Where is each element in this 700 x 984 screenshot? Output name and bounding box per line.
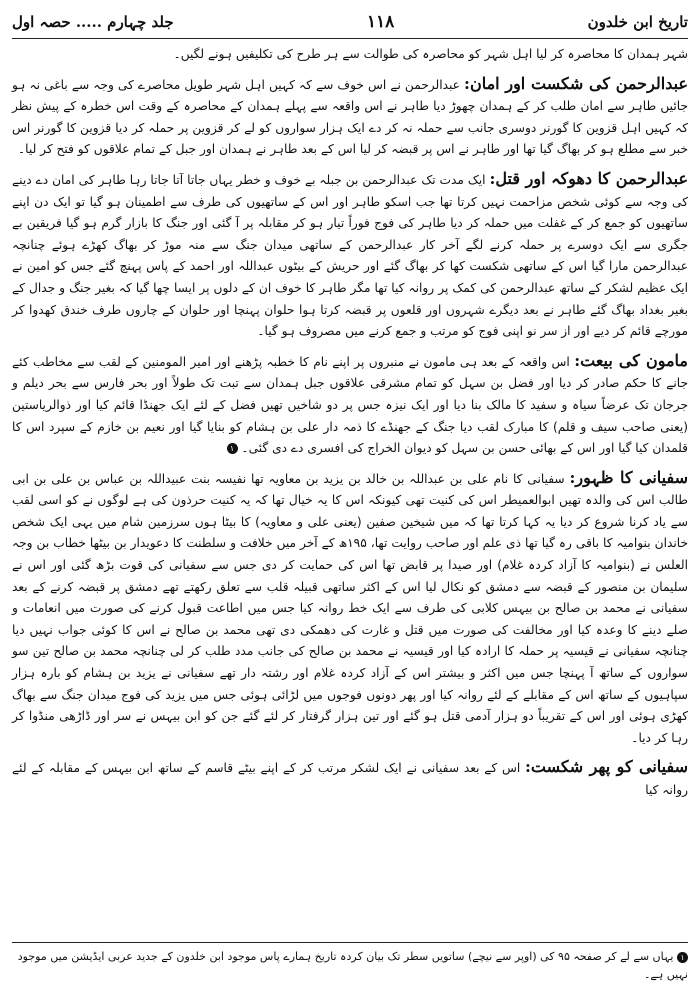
paragraph-text: اس واقعہ کے بعد ہی مامون نے منبروں پر اپنے نام کا خطبہ پڑھنے اور امیر المومنین کے لقب سے مخاطب کئے جانے کا حکم صادر کر دیا اور فضل بن سہل کو تمام مشرقی علاقوں جبل ہمدان سے تبت تک طولاً اور بحر فارس سے بحر دیلم و جرجان تک عرضاً سیاہ و سفید کا مالک بنا دیا اور ایک نیزہ جس پر دو شاخیں تھیں فضل کے لئے ایک جھنڈا قائم کیا اور ذوالریاستین (یعنی صاحب سیف و قلم) کا مبارک لقب دیا جنگ کے جھنڈے کا ذمہ دار علی بن ہشام کو بنایا گیا اور نعیم بن خازم کے سپرد اس کا قلمدان کیا گیا اور اس کے بھائی حسن بن سہل کو دیوان الخراج کی افسری دے دی گئی۔ [12,354,688,456]
paragraph [12,350,688,460]
book-title: تاریخ ابن خلدون [587,13,688,31]
footnote-divider [12,942,688,943]
main-text [12,44,688,809]
paragraph [12,467,688,750]
paragraph-text: عبدالرحمن نے اس خوف سے کہ کہیں اہل شہر طویل محاصرے کی وجہ سے باغی نہ ہو جائیں طاہر سے امان طلب کر کے ہمدان چھوڑ دیا طاہر نے اس واقعہ سے پہلے ہمدان کے محاصرہ کے وقت اس خطرہ کے پیش نظر کہ کہیں اہل قزوین کا گورنر دوسری جانب سے حملہ نہ کر دے ایک ہزار سواروں کو لے کر قزوین پر حملہ کر دیا قزوین کا گورنر اس خبر سے مطلع ہو کر بھاگ گیا تھا اور طاہر نے اس پر قبضہ کر لیا اس کے بعد طاہر نے ہمدان اور جبل کے تمام علاقوں کو فتح کر لیا۔ [12,77,688,157]
paragraph [12,44,688,66]
paragraph [12,168,688,343]
section-heading: عبدالرحمن کا دھوکہ اور قتل: [489,168,689,188]
footnote [12,948,688,984]
paragraph [12,756,688,801]
volume-label: جلد چہارم ..... حصہ اول [12,13,174,31]
header-divider [12,38,688,39]
footnote-reference[interactable]: ۱ [227,443,238,454]
section-heading: عبدالرحمن کی شکست اور امان: [464,73,688,93]
paragraph-text: شہر ہمدان کا محاصرہ کر لیا اہل شہر کو محاصرہ کی طوالت سے ہر طرح کی تکلیفیں ہونے لگیں۔ [173,47,688,61]
footnote-marker: ۱ [677,952,688,963]
section-heading: سفیانی کو پھر شکست: [524,757,689,777]
page-header [12,8,688,36]
paragraph-text: اس کے بعد سفیانی نے ایک لشکر مرتب کر کے اپنے بیٹے قاسم کے ساتھ ابن بیہس کے مقابلہ کے لئے روانہ کیا [12,761,688,797]
section-heading: مامون کی بیعت: [574,350,689,370]
footnote-text: یہاں سے لے کر صفحہ ۹۵ کی (اوپر سے نیچے) ساتویں سطر تک بیان کردہ تاریخ ہمارے پاس موجود ابن خلدون کے جدید عربی ایڈیشن میں موجود نہیں ہے۔ [17,950,688,981]
page-number: ۱۱۸ [366,12,395,32]
section-heading: سفیانی کا ظہور: [569,467,689,487]
paragraph [12,73,688,161]
paragraph-text: سفیانی کا نام علی بن عبداللہ بن خالد بن یزید بن معاویہ تھا نفیسہ بنت عبیداللہ بن عباس بن علی بن ابی طالب اس کی والدہ تھیں ابوالعمیطر اس کی کنیت تھی کیونکہ اس کا یہ خیال تھا کہ یہ کنیت حرذون کی ہے لوگوں نے کو اسی لقب سے یاد کرنا شروع کر دیا یہ کہا کرتا تھا کہ میں شیخین صفین (یعنی علی و معاویہ) کا بیٹا ہوں سرزمین شام میں یہی ایک شخص خاندان بنوامیہ کا باقی رہ گیا تھا ذی علم اور صاحب روایت تھا، ۱۹۵ھ کے آخر میں خلافت و سلطنت کا دعویدار بن بیٹھا خطاب بن وجہ العلس نے (بنوامیہ کا آزاد کردہ غلام) اور صیدا پر قابض تھا اس کی حمایت کر دی جس سے سفیانی کی قوت بڑھ گئی اور اس نے سلیمان بن منصور کے قبضہ سے دمشق کو نکال لیا اس کے اکثر ساتھی قبیلہ قلب سے تعلق رکھتے تھے دمشق پر قبضہ کرنے کے بعد سفیانی نے محمد بن صالح بن بیہس کلابی کی طرف سے ایک خط روانہ کیا جس میں اطاعت قبول کرنے کی صورت میں انعامات و صلے دینے کا وعدہ کیا اور مخالفت کی صورت میں قتل و غارت کی دھمکی دی تھی محمد بن صالح نے اس کا کوئی جواب نہیں دیا چنانچہ سفیانی نے قیسیہ پر حملہ کا ارادہ کیا اور قیسیہ نے محمد بن صالح کی جانب مدد طلب کر لی چنانچہ محمد بن صالح تین سو سواروں کے ساتھ آ پہنچا جس میں اکثر و بیشتر اس کے آزاد کردہ غلام اور رشتہ دار تھے سفیانی نے یزید بن ہشام کو بارہ ہزار سپاہیوں کے ساتھ اس کے مقابلے کے لئے روانہ کیا اور پھر دونوں فوجوں میں لڑائی ہوئی جس میں یزید کی فوج میدان جنگ سے بھاگ کھڑی ہوئی اور اس کے تقریباً دو ہزار آدمی قتل ہو گئے اور تین ہزار گرفتار کر لئے گئے جن کو ابن بیہس نے سر اور ڈاڑھی منڈوا کر رہا کر دیا۔ [12,471,688,745]
paragraph-text: ایک مدت تک عبدالرحمن بن جبلہ بے خوف و خطر یہاں جاتا آتا جاتا رہا طاہر کی امان دے دینے کی وجہ سے کوئی شخص مزاحمت نہیں کرتا تھا جب اسکو طاہر اور اس کے ساتھیوں کی طرف سے اطمینان ہو گیا تو ایک دن اپنے ساتھیوں کو جمع کر کے غفلت میں حملہ کر دیا طاہر کی فوج فوراً تیار ہو کر مقابلہ پر آ گئی اور جنگ کا بازار گرم ہو گیا فریقین بے جگری سے ایک دوسرے پر حملہ کرنے لگے آخر کار عبدالرحمن کے ساتھی میدان جنگ سے منہ موڑ کر بھاگ کھڑے ہوئے چنانچہ عبدالرحمن مارا گیا اس کے ساتھی شکست کھا کر بھاگ گئے اور حریش کے بیٹوں عبداللہ اور احمد کے پاس پہنچ گئے جس کو امین نے ایک عظیم لشکر کے ساتھ عبدالرحمن کی کمک پر روانہ کیا تھا مگر طاہر کا خوف ان کے دلوں پر ایسا چھا گیا کہ بغیر جنگ و جدال کے بغیر بغداد بھاگ گئے طاہر نے بعد دیگرے شہروں اور قلعوں پر قبضہ کرتا ہوا حلوان پہنچا اور حلوان کے چاروں طرف خندق کھدوا کر مورچے قائم کر دیے اور از سر نو اپنی فوج کو مرتب و جمع کرنے میں مصروف ہو گیا۔ [12,172,688,339]
